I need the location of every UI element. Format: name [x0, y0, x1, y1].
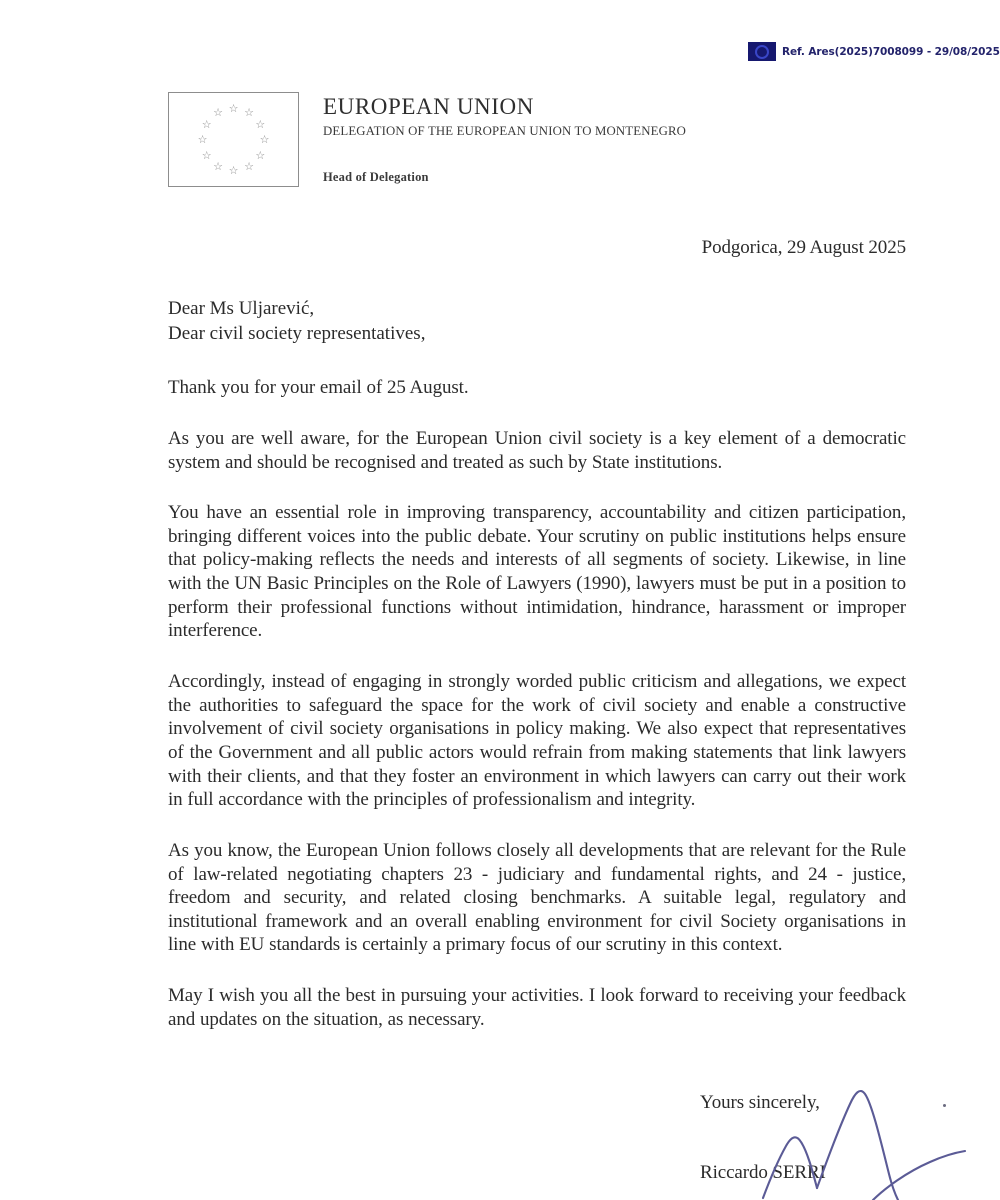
eu-star: ☆	[244, 106, 254, 120]
eu-star: ☆	[228, 102, 239, 115]
eu-stars-ring	[755, 45, 769, 59]
letter-body	[168, 236, 906, 1058]
signatory-name: Riccardo SERRI	[700, 1162, 826, 1183]
ares-reference-text: Ref. Ares(2025)7008099 - 29/08/2025	[782, 45, 1000, 58]
place-and-date: Podgorica, 29 August 2025	[701, 237, 906, 258]
paragraph-rule-of-law-chapters: As you know, the European Union follows closely all developments that are relevant for the Rule of law-related negotiating chapters 23 - judiciary and fundamental rights, and 24 - justice, freedom and security, and related closing benchmarks. A suitable legal, regulatory and institutional framework and an overall enabling environment for civil Society organisations in line with EU standards is certainly a primary focus of our scrutiny in this context.	[168, 839, 906, 956]
eu-star: ☆	[255, 148, 266, 162]
eu-flag-stars-icon	[168, 92, 299, 187]
eu-star: ☆	[201, 117, 212, 131]
signature-block	[700, 1092, 960, 1184]
closing-salutation	[700, 1092, 960, 1114]
eu-star: ☆	[244, 159, 254, 173]
eu-flag-icon	[748, 42, 776, 61]
eu-star: ☆	[201, 148, 212, 162]
closing-text: Yours sincerely,	[700, 1092, 820, 1113]
paragraph-essential-role: You have an essential role in improving transparency, accountability and citizen participation, bringing different voices into the public debate. Your scrutiny on public institutions helps ensure that policy-making reflects the needs and interests of all segments of society. Likewise, in line with the UN Basic Principles on the Role of Lawyers (1990), lawyers must be put in a position to perform their professional functions without intimidation, hindrance, harassment or improper interference.	[168, 502, 906, 642]
eu-star: ☆	[228, 164, 239, 177]
paragraph-accordingly: Accordingly, instead of engaging in strongly worded public criticism and allegations, we expect the authorities to safeguard the space for the work of civil society and enable a constructive involvement of civil society organisations in policy making. We also expect that representatives of the Government and all public actors would refrain from making statements that link lawyers with their clients, and that they foster an environment in which lawyers can carry out their work in full accordance with the principles of professionalism and integrity.	[168, 671, 906, 811]
letterhead-titles	[323, 94, 923, 139]
eu-star: ☆	[213, 159, 223, 173]
eu-star: ☆	[259, 133, 270, 146]
organisation-name: EUROPEAN UNION	[323, 94, 534, 119]
letterhead	[168, 92, 928, 192]
stray-ink-dot	[943, 1104, 946, 1107]
paragraph-thanks: Thank you for your email of 25 August.	[168, 377, 469, 399]
salutation-line-1: Dear Ms Uljarević,	[168, 297, 315, 319]
salutation-line-2: Dear civil society representatives,	[168, 323, 426, 345]
head-of-delegation-label: Head of Delegation	[323, 170, 429, 184]
eu-star: ☆	[197, 133, 208, 146]
salutation	[168, 296, 906, 347]
delegation-name: DELEGATION OF THE EUROPEAN UNION TO MONTENEGRO	[323, 124, 687, 139]
eu-star: ☆	[213, 106, 223, 120]
eu-star-circle	[197, 102, 270, 177]
paragraph-civil-society-key-element: As you are well aware, for the European Union civil society is a key element of a democratic system and should be recognised and treated as such by State institutions.	[168, 427, 906, 473]
ares-reference-stamp	[748, 42, 1000, 61]
paragraph-closing-wishes: May I wish you all the best in pursuing your activities. I look forward to receiving your feedback and updates on the situation, as necessary.	[168, 985, 906, 1030]
eu-star: ☆	[255, 117, 266, 131]
